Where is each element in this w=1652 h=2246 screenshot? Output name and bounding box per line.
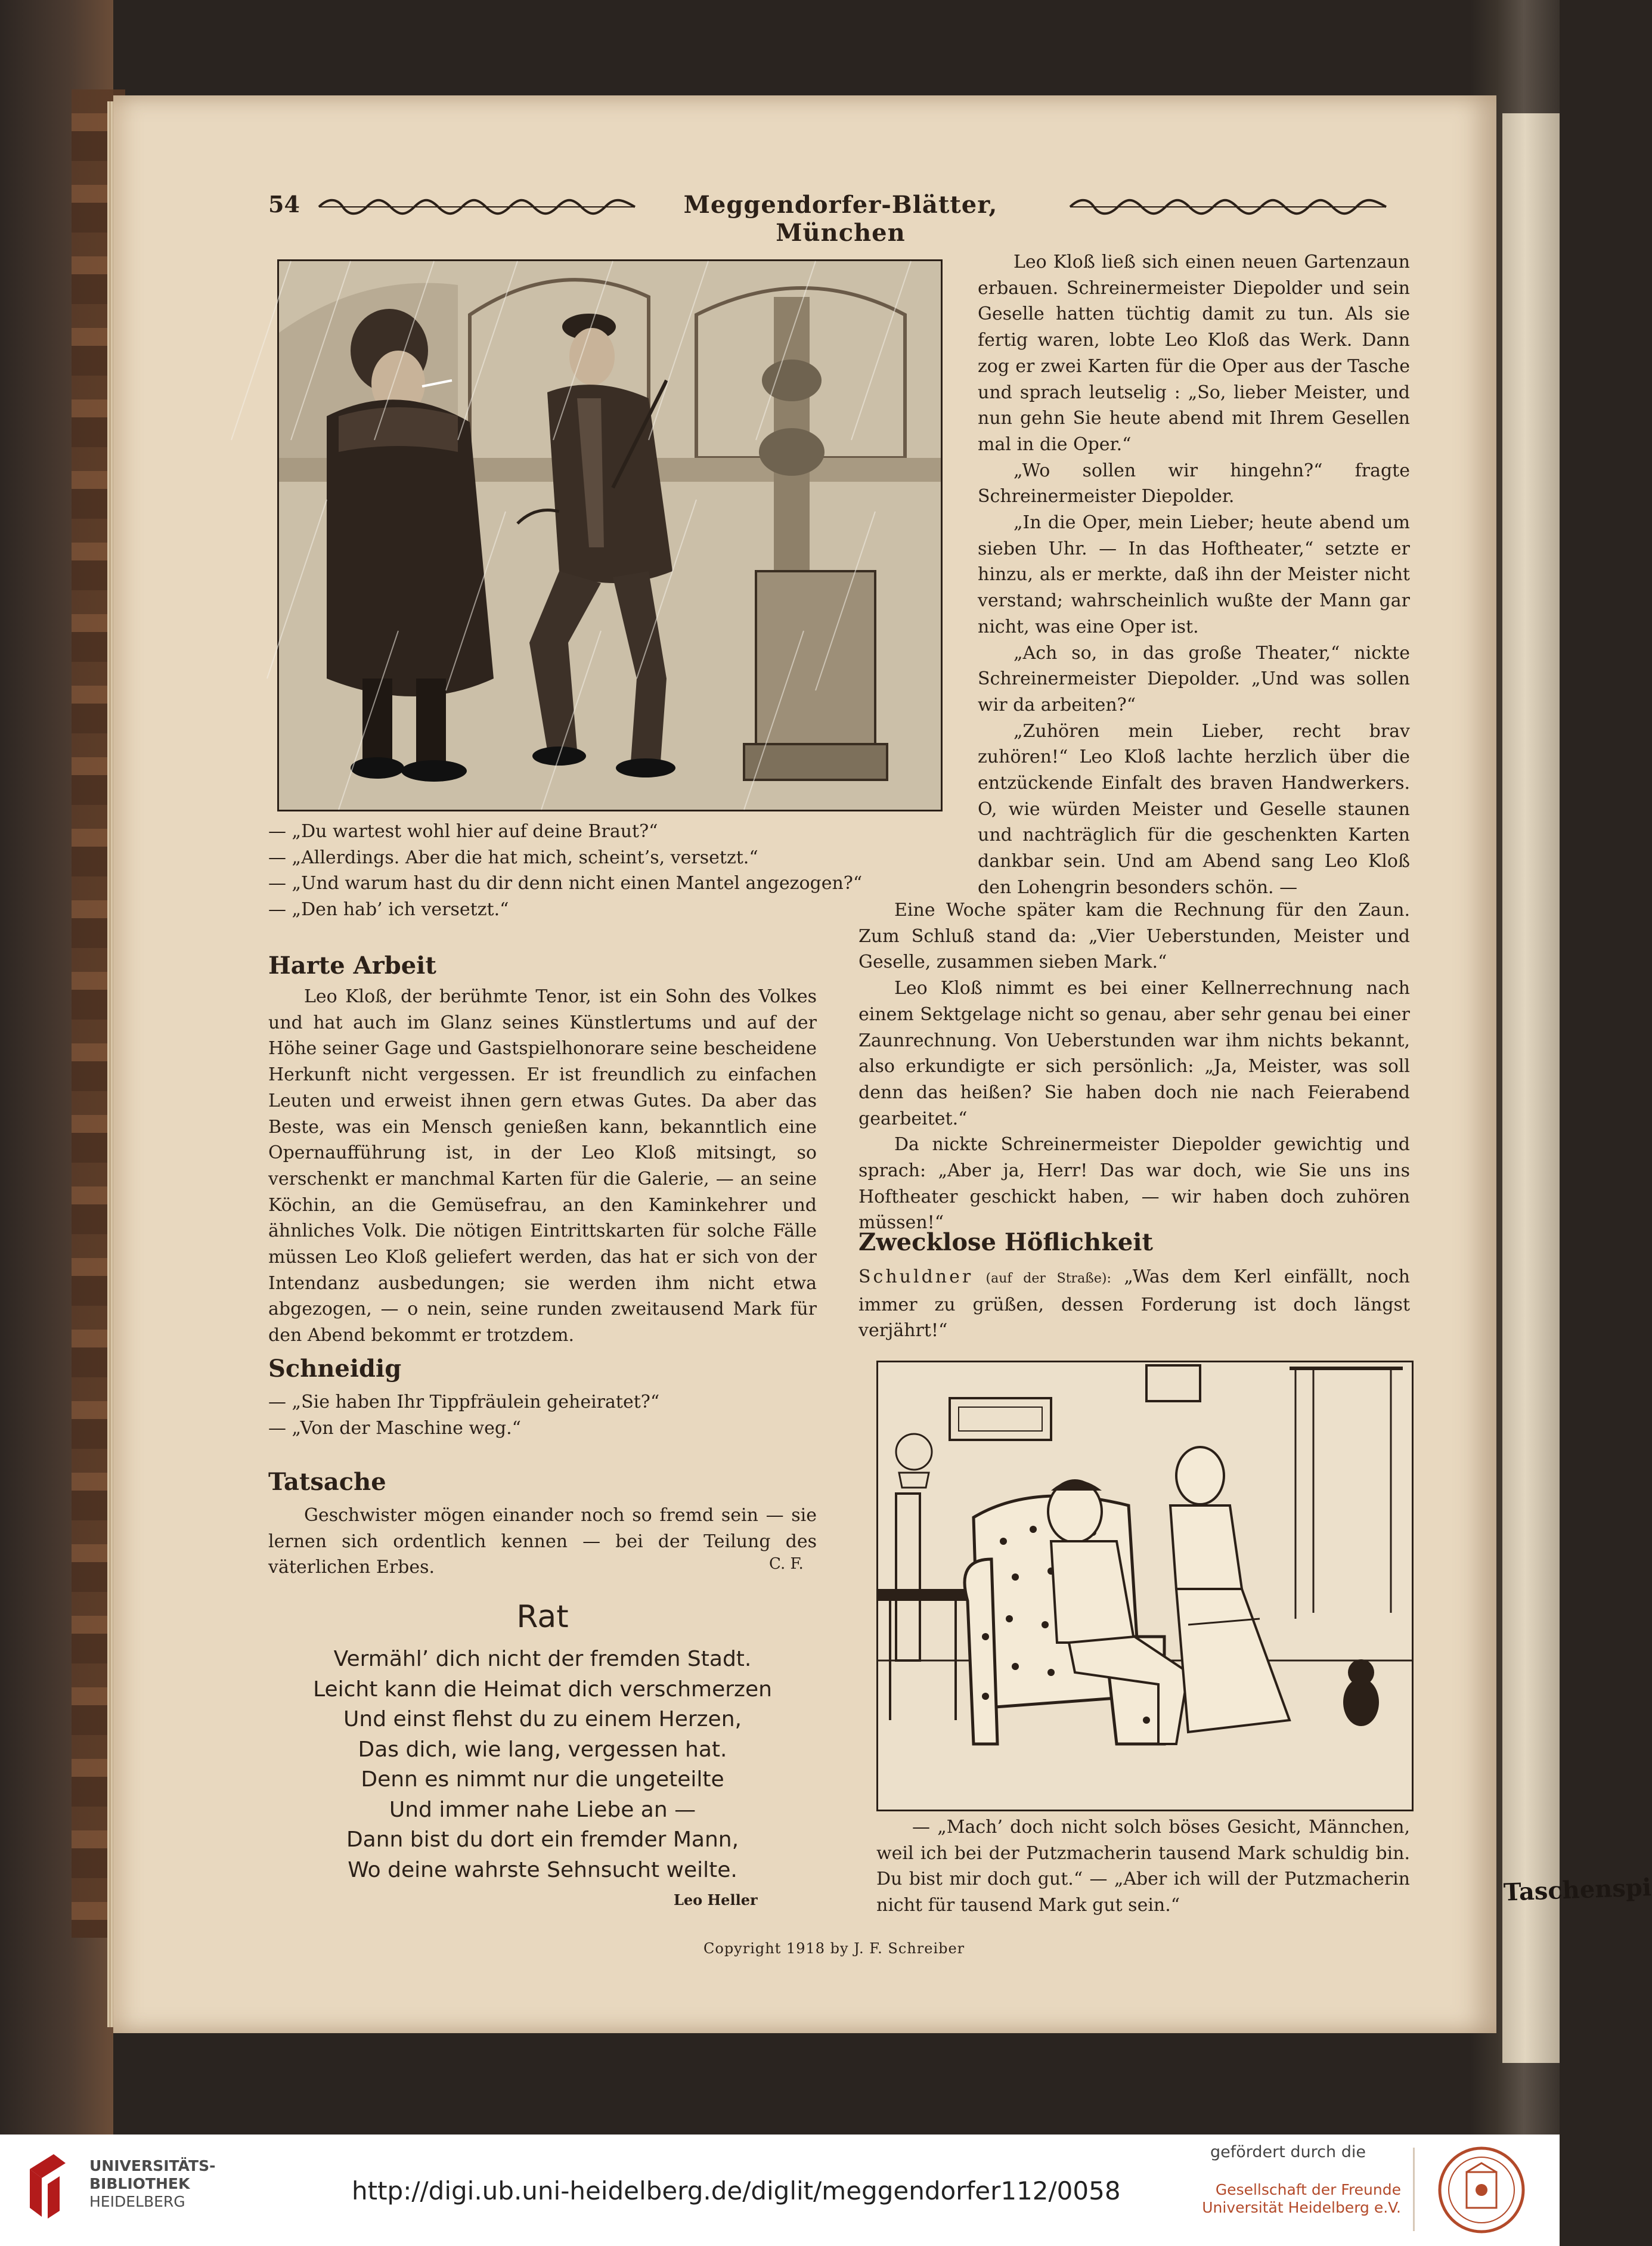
sponsor-name[interactable] <box>1198 2181 1401 2217</box>
article-continuation-top <box>978 249 1410 901</box>
illustration-couple-armchair <box>876 1361 1414 1811</box>
footer-divider <box>1413 2148 1415 2231</box>
caption-line: — „Du wartest wohl hier auf deine Braut?“ <box>268 821 658 842</box>
ornament-right <box>1067 197 1389 217</box>
joke-line: — „Sie haben Ihr Tippfräulein geheiratet?“ <box>268 1392 660 1412</box>
caption-line: — „Den hab’ ich versetzt.“ <box>268 899 509 921</box>
poem-line: Denn es nimmt nur die ungeteilte <box>361 1767 724 1792</box>
joke-paragraph: Geschwister mögen einander noch so fremd sein — sie lernen sich ordentlich kennen — bei der Teilung des väterlichen Erbes. <box>268 1505 817 1578</box>
poem-line: Vermähl’ dich nicht der fremden Stadt. <box>333 1647 752 1671</box>
article-paragraph: „Zuhören mein Lieber, recht brav zuhören!“ Leo Kloß lachte herzlich über die entzückende Einfalt des braven Handwerkers. O, wie würden Meister und Geselle staunen und nachträglich für die geschenkten Karten dankbar sein. Und am Abend sang Leo Kloß den Lohengrin besonders schön. — <box>978 720 1410 898</box>
heading-zwecklose-hoeflichkeit: Zwecklose Höflichkeit <box>858 1228 1153 1256</box>
caption-line: — „Allerdings. Aber die hat mich, scheint’s, versetzt.“ <box>268 847 758 868</box>
poem-rat <box>262 1598 823 1885</box>
article-paragraph: „In die Oper, mein Lieber; heute abend um sieben Uhr. — In das Hoftheater,“ setzte er hinzu, als er merkte, daß ihn der Meister nicht verstand; wahrscheinlich wußte der Mann gar nicht, was eine Oper ist. <box>978 512 1410 637</box>
poem-line: Das dich, wie lang, vergessen hat. <box>358 1737 727 1762</box>
article-paragraph: „Wo sollen wir hingehn?“ fragte Schreinermeister Diepolder. <box>978 460 1410 507</box>
heading-harte-arbeit: Harte Arbeit <box>268 952 436 980</box>
library-name-line: UNIVERSITÄTS- <box>89 2157 216 2174</box>
article-paragraph: Da nickte Schreinermeister Diepolder gewichtig und sprach: „Aber ja, Herr! Das war doch, wie Sie uns ins Hoftheater geschickt haben, — wir haben doch zuhören müssen!“ <box>858 1134 1410 1234</box>
poem-line: Wo deine wahrste Sehnsucht weilte. <box>348 1857 737 1882</box>
library-name-line: HEIDELBERG <box>89 2193 185 2210</box>
caption-line: — „Und warum hast du dir denn nicht einen Mantel angezogen?“ <box>268 873 863 894</box>
poem-line: Leicht kann die Heimat dich verschmerzen <box>313 1677 772 1702</box>
ornament-left <box>316 197 638 217</box>
copyright-line: Copyright 1918 by J. F. Schreiber <box>703 1940 965 1957</box>
joke-line: — „Von der Maschine weg.“ <box>268 1417 521 1439</box>
adjacent-page-text: Taschenspi <box>1503 1873 1652 1907</box>
illustration-winter-scene <box>277 259 943 811</box>
caption-paragraph: — „Mach’ doch nicht solch böses Gesicht, Männchen, weil ich bei der Putzmacherin tausend Mark schuldig bin. Du bist mir doch gut.“ — „Aber ich will der Putzmacherin nicht für tausend Mark gut sein.“ <box>876 1817 1410 1916</box>
poem-line: Und immer nahe Liebe an — <box>389 1797 696 1822</box>
joke-text: „Was dem Kerl einfällt, noch immer zu grüßen, dessen Forderung ist doch längst verjährt!“ <box>858 1266 1410 1342</box>
joke-signature: C. F. <box>769 1555 804 1573</box>
page-header <box>268 191 1413 247</box>
article-continuation-bottom <box>858 897 1410 1236</box>
poem-line: Und einst flehst du zu einem Herzen, <box>343 1707 742 1731</box>
article-paragraph: Eine Woche später kam die Rechnung für den Zaun. Zum Schluß stand da: „Vier Ueberstunden, Meister und Geselle, zusammen sieben Mark.“ <box>858 900 1410 973</box>
library-name <box>89 2157 215 2211</box>
joke-tatsache <box>268 1503 817 1581</box>
sponsor-name-line: Gesellschaft der Freunde <box>1215 2181 1401 2198</box>
heading-schneidig: Schneidig <box>268 1355 402 1383</box>
article-paragraph: Leo Kloß ließ sich einen neuen Gartenzaun erbauen. Schreinermeister Diepolder und sein Geselle hatten tüchtig damit zu tun. Als sie fertig waren, lobte Leo Kloß das Werk. Dann zog er zwei Karten für die Oper aus der Tasche und sprach leutselig : „So, lieber Meister, und nun gehn Sie heute abend mit Ihrem Gesellen mal in die Oper.“ <box>978 252 1410 455</box>
viewer-footer <box>0 2135 1560 2246</box>
joke-schneidig <box>268 1389 817 1441</box>
joke-zwecklose-hoeflichkeit <box>858 1264 1410 1344</box>
sponsor-label: gefördert durch die <box>1210 2143 1366 2161</box>
poem-title: Rat <box>516 1599 569 1635</box>
joke-stage-direction: (auf der Straße): <box>985 1271 1111 1286</box>
caption-couple-armchair <box>876 1814 1410 1919</box>
joke-speaker: Schuldner <box>858 1266 974 1287</box>
caption-winter-scene <box>268 819 954 923</box>
library-name-line: BIBLIOTHEK <box>89 2175 190 2192</box>
poem-line: Dann bist du dort ein fremder Mann, <box>346 1827 739 1852</box>
article-harte-arbeit <box>268 984 817 1349</box>
sponsor-name-line: Universität Heidelberg e.V. <box>1202 2199 1401 2216</box>
permalink-url[interactable]: http://digi.ub.uni-heidelberg.de/diglit/meggendorfer112/0058 <box>352 2176 1121 2205</box>
masthead-title: Meggendorfer-Blätter, München <box>683 191 998 247</box>
library-logo-icon <box>24 2151 73 2222</box>
joke-paragraph <box>858 1264 1410 1344</box>
article-paragraph: „Ach so, in das große Theater,“ nickte Schreinermeister Diepolder. „Und was sollen wir da arbeiten?“ <box>978 642 1410 715</box>
page-number: 54 <box>268 191 300 218</box>
article-paragraph: Leo Kloß, der berühmte Tenor, ist ein Sohn des Volkes und hat auch im Glanz seines Künstlertums und auf der Höhe seiner Gage und Gastspielhonorare seine bescheidene Herkunft nicht vergessen. Er ist freundlich zu einfachen Leuten und erweist ihnen gern etwas Gutes. Da aber das Beste, was ein Mensch genießen kann, bekanntlich eine Opernaufführung ist, in der Leo Kloß mitsingt, so verschenkt er manchmal Karten für die Galerie, — an seine Köchin, an die Gemüsefrau, an den Kaminkehrer und ähnliches Volk. Die nötigen Eintrittskarten für solche Fälle müssen Leo Kloß geliefert werden, das hat er sich von der Intendanz ausbedungen; sie werden ihm nicht etwa abgezogen, — o nein, seine runden zweitausend Mark für den Abend bekommt er trotzdem. <box>268 986 817 1346</box>
university-seal-icon <box>1437 2145 1526 2235</box>
poem-author: Leo Heller <box>674 1891 758 1909</box>
heading-tatsache: Tatsache <box>268 1468 386 1496</box>
article-paragraph: Leo Kloß nimmt es bei einer Kellnerrechnung nach einem Sektgelage nicht so genau, aber sehr genau bei einer Zaunrechnung. Von Ueberstunden war ihm nichts bekannt, also erkundigte er sich persönlich: „Ja, Meister, was soll denn das heißen? Sie haben doch nie nach Feierabend gearbeitet.“ <box>858 978 1410 1129</box>
